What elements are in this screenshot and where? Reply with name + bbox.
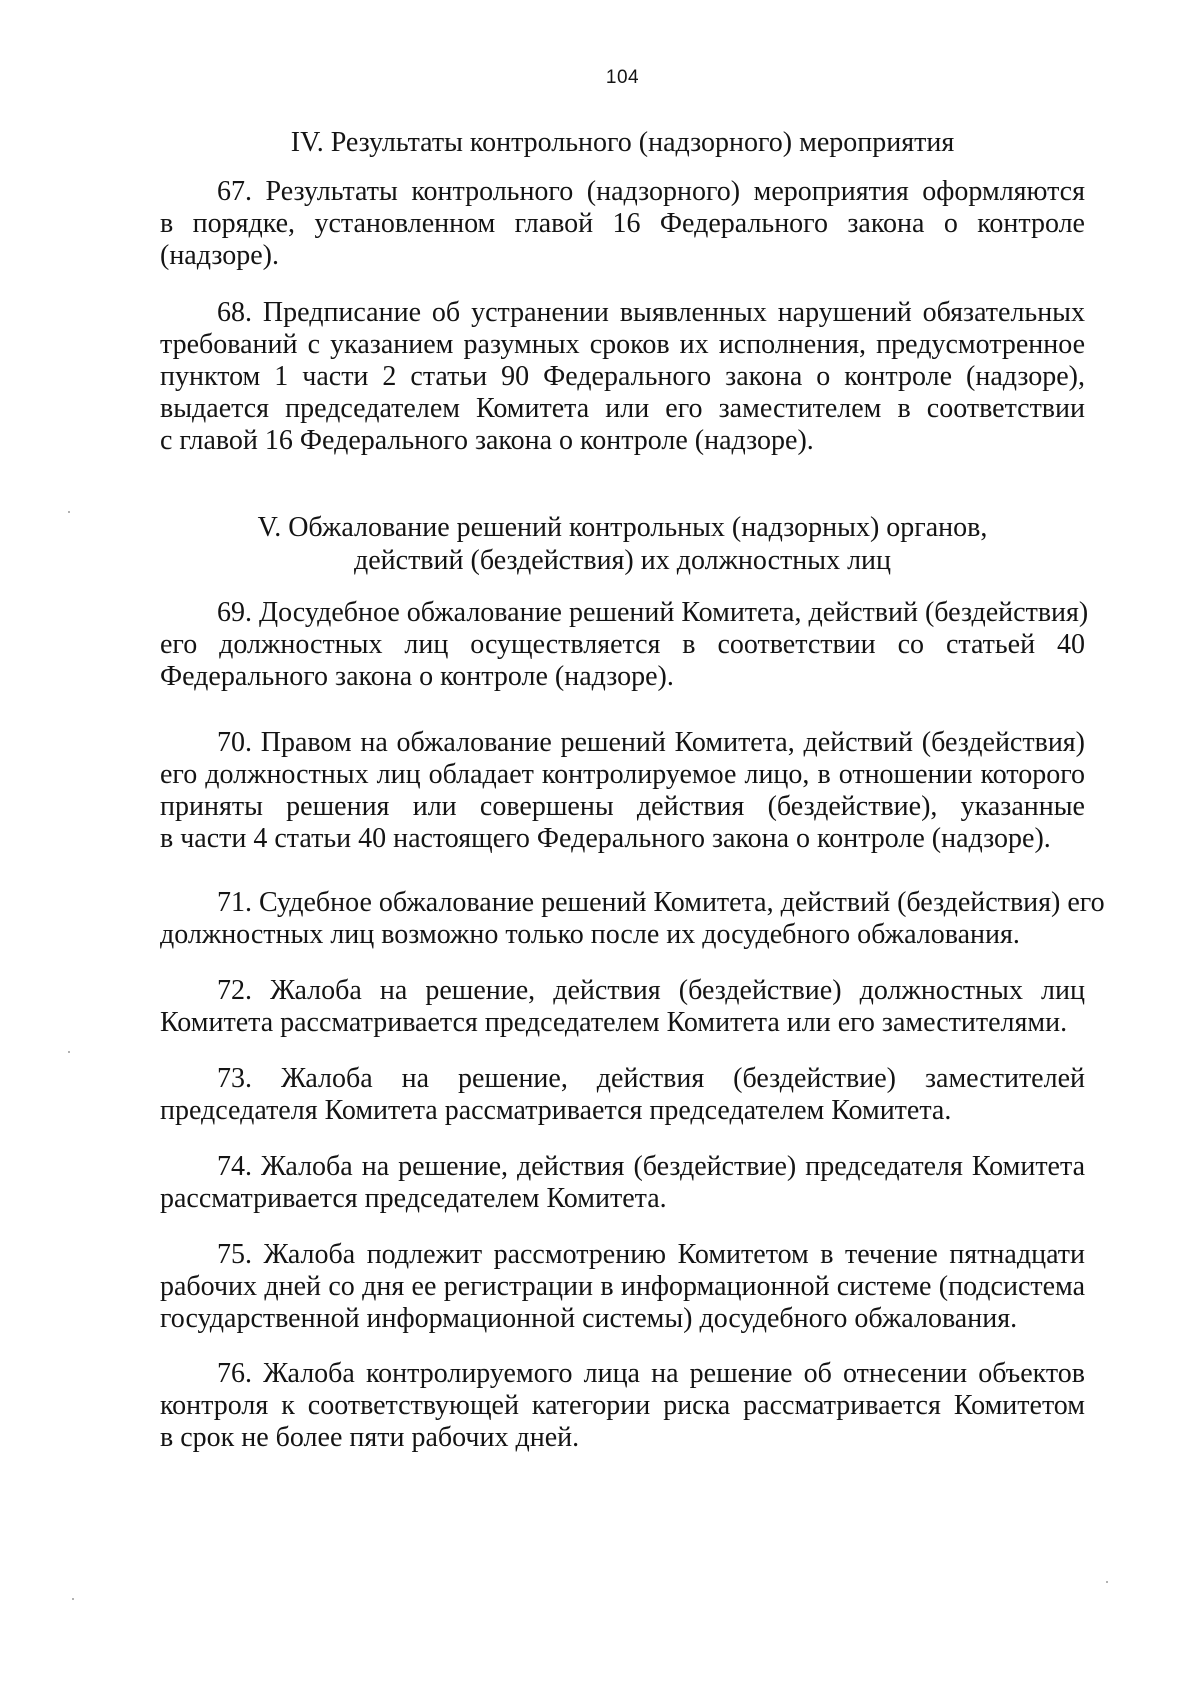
section-iv-heading [160, 126, 1085, 159]
paragraph-line: его должностных лиц осуществляется в соответствии со статьей 40 [160, 629, 1085, 660]
paragraph-line: контроля к соответствующей категории риска рассматривается Комитетом [160, 1390, 1085, 1421]
scan-speck [1106, 1581, 1108, 1583]
scan-speck [72, 1598, 74, 1600]
paragraph-67 [160, 176, 1085, 272]
scan-speck [68, 1051, 70, 1053]
paragraph-line: должностных лиц возможно только после их досудебного обжалования. [160, 919, 1020, 950]
paragraph-line: 68. Предписание об устранении выявленных нарушений обязательных [217, 297, 1085, 328]
paragraph-line: приняты решения или совершены действия (бездействие), указанные [160, 791, 1085, 822]
paragraph-line: 74. Жалоба на решение, действия (бездействие) председателя Комитета [217, 1151, 1085, 1182]
paragraph-line: 70. Правом на обжалование решений Комитета, действий (бездействия) [217, 727, 1085, 758]
paragraph-76 [160, 1358, 1085, 1454]
paragraph-69 [160, 597, 1089, 693]
section-v-heading-line: V. Обжалование решений контрольных (надзорных) органов, [257, 512, 988, 543]
paragraph-line: 72. Жалоба на решение, действия (бездействие) должностных лиц [217, 975, 1085, 1006]
paragraph-74 [160, 1151, 1085, 1215]
paragraph-line: в срок не более пяти рабочих дней. [160, 1422, 580, 1453]
paragraph-line: рабочих дней со дня ее регистрации в информационной системе (подсистема [160, 1271, 1085, 1302]
paragraph-line: с главой 16 Федерального закона о контроле (надзоре). [160, 425, 814, 456]
page-number: 104 [605, 67, 640, 88]
paragraph-line: требований с указанием разумных сроков их исполнения, предусмотренное [160, 329, 1085, 360]
paragraph-line: 67. Результаты контрольного (надзорного) мероприятия оформляются [217, 176, 1085, 207]
paragraph-72 [160, 975, 1085, 1039]
paragraph-line: государственной информационной системы) досудебного обжалования. [160, 1303, 1018, 1334]
paragraph-line: председателя Комитета рассматривается председателем Комитета. [160, 1095, 952, 1126]
paragraph-line: 71. Судебное обжалование решений Комитета, действий (бездействия) его [217, 887, 1105, 918]
paragraph-line: 75. Жалоба подлежит рассмотрению Комитетом в течение пятнадцати [217, 1239, 1085, 1270]
paragraph-line: Комитета рассматривается председателем Комитета или его заместителями. [160, 1007, 1068, 1038]
paragraph-line: Федерального закона о контроле (надзоре). [160, 661, 674, 692]
section-v-heading [160, 511, 1085, 577]
paragraph-70 [160, 727, 1085, 855]
paragraph-68 [160, 297, 1085, 457]
section-iv-heading-line: IV. Результаты контрольного (надзорного) мероприятия [290, 127, 955, 158]
paragraph-71 [160, 887, 1105, 951]
scan-speck [68, 511, 70, 513]
section-v-heading-line: действий (бездействия) их должностных лиц [353, 545, 892, 576]
paragraph-line: пунктом 1 части 2 статьи 90 Федерального закона о контроле (надзоре), [160, 361, 1085, 392]
paragraph-line: 69. Досудебное обжалование решений Комитета, действий (бездействия) [217, 597, 1089, 628]
paragraph-75 [160, 1239, 1085, 1335]
paragraph-line: выдается председателем Комитета или его заместителем в соответствии [160, 393, 1085, 424]
paragraph-line: (надзоре). [160, 240, 279, 271]
paragraph-line: в части 4 статьи 40 настоящего Федерального закона о контроле (надзоре). [160, 823, 1051, 854]
paragraph-line: в порядке, установленном главой 16 Федерального закона о контроле [160, 208, 1085, 239]
paragraph-line: 76. Жалоба контролируемого лица на решение об отнесении объектов [217, 1358, 1085, 1389]
paragraph-line: 73. Жалоба на решение, действия (бездействие) заместителей [217, 1063, 1085, 1094]
paragraph-line: его должностных лиц обладает контролируемое лицо, в отношении которого [160, 759, 1085, 790]
paragraph-73 [160, 1063, 1085, 1127]
paragraph-line: рассматривается председателем Комитета. [160, 1183, 667, 1214]
